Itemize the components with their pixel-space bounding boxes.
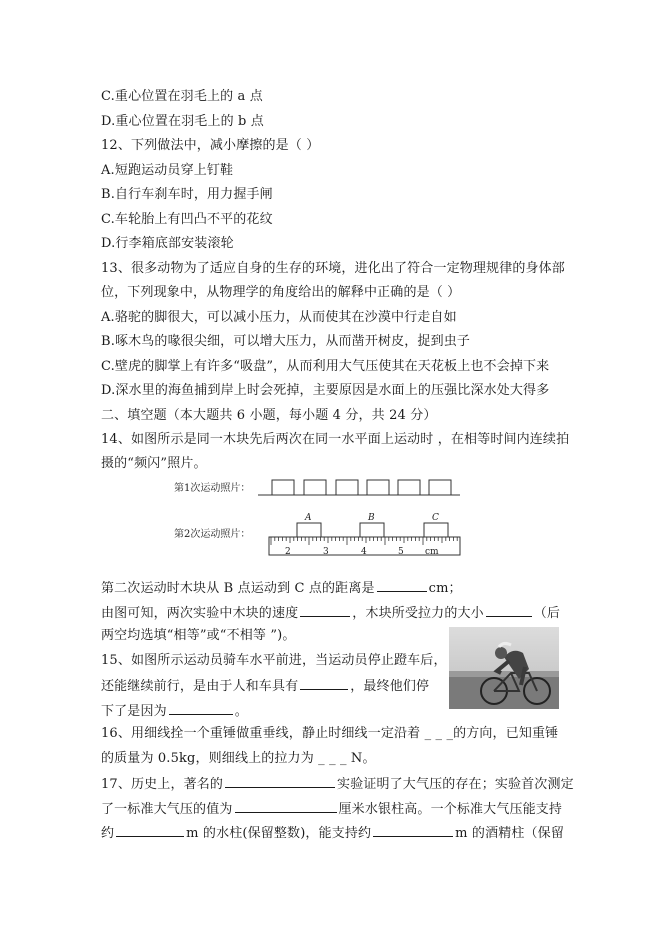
question-12-option-b: B.自行车刹车时，用力握手闸 (101, 187, 273, 202)
option-d-line: D.重心位置在羽毛上的 b 点 (101, 114, 264, 129)
row-1-blocks (272, 480, 451, 495)
question-16-stem-line-1: 16、用细线拴一个重锤做重垂线，静止时细线一定沿着 _ _ _的方向，已知重锤 (101, 726, 559, 741)
strobe-photo-figure (168, 474, 468, 564)
question-17-stem-line-3: 约 m 的水柱(保留整数)，能支持约 m 的酒精柱（保留 (101, 823, 564, 843)
answer-blank[interactable] (116, 823, 184, 837)
section-2-heading: 二、填空题（本大题共 6 小题，每小题 4 分，共 24 分） (101, 408, 437, 423)
row-1-block (367, 480, 389, 495)
answer-blank[interactable] (373, 823, 453, 837)
ruler-tick-label: 3 (323, 547, 329, 557)
row-1-block (398, 480, 420, 495)
question-13-option-b: B.啄木鸟的喙很尖细，可以增大压力，从而凿开树皮，捉到虫子 (101, 334, 471, 349)
question-13-option-c: C.壁虎的脚掌上有许多“吸盘”，从而利用大气压使其在天花板上也不会掉下来 (101, 359, 550, 374)
answer-blank[interactable] (300, 676, 348, 690)
row-1-block (304, 480, 326, 495)
question-13-stem-line-2: 位，下列现象中，从物理学的角度给出的解释中正确的是（ ） (101, 285, 461, 300)
question-13-stem-line-1: 13、很多动物为了适应自身的生存的环境，进化出了符合一定物理规律的身体部 (101, 261, 565, 276)
row-1-block (336, 480, 358, 495)
question-14-blank-line-1: 第二次运动时木块从 B 点运动到 C 点的距离是 cm； (101, 578, 462, 598)
question-13-option-a: A.骆驼的脚很大，可以减小压力，从而使其在沙漠中行走自如 (101, 310, 457, 325)
ruler-tick-label: 4 (361, 547, 367, 557)
block-b (360, 523, 384, 537)
question-12-stem: 12、下列做法中，减小摩擦的是（ ） (101, 138, 320, 153)
row-1-block (429, 480, 451, 495)
question-15-stem-line-1: 15、如图所示运动员骑车水平前进，当运动员停止蹬车后， (101, 653, 447, 668)
answer-blank[interactable] (225, 774, 335, 788)
question-12-option-d: D.行李箱底部安装滚轮 (101, 236, 234, 251)
question-17-stem-line-1: 17、历史上，著名的 实验证明了大气压的存在；实验首次测定 (101, 774, 574, 794)
question-16-stem-line-2: 的质量为 0.5kg，则细线上的拉力为 _ _ _ N。 (101, 751, 376, 766)
answer-blank[interactable] (300, 603, 350, 617)
option-c-line: C.重心位置在羽毛上的 a 点 (101, 89, 263, 104)
answer-blank[interactable] (235, 799, 337, 813)
question-14-blank-line-3: 两空均选填“相等”或“不相等 ”)。 (101, 628, 296, 643)
ruler-unit-label: cm (425, 547, 439, 557)
question-13-option-d: D.深水里的海鱼捕到岸上时会死掉，主要原因是水面上的压强比深水处大得多 (101, 383, 550, 398)
block-c (424, 523, 448, 537)
answer-blank[interactable] (377, 578, 427, 592)
question-12-option-a: A.短跑运动员穿上钉鞋 (101, 163, 234, 178)
block-a-label: A (305, 513, 312, 523)
question-14-stem-line-2: 摄的“频闪”照片。 (101, 456, 207, 471)
ruler-tick-label: 2 (285, 547, 291, 557)
block-b-label: B (368, 513, 375, 523)
cyclist-photo (449, 627, 559, 709)
cyclist-icon (449, 627, 559, 709)
question-12-option-c: C.车轮胎上有凹凸不平的花纹 (101, 212, 273, 227)
question-15-stem-line-3: 下了是因为 。 (101, 701, 248, 721)
question-14-blank-line-2: 由图可知，两次实验中木块的速度 ，木块所受拉力的大小 （后 (101, 603, 560, 623)
question-14-stem-line-1: 14、如图所示是同一木块先后两次在同一水平面上运动时 ，在相等时间内连续拍 (101, 432, 570, 447)
block-c-label: C (432, 513, 439, 523)
row-1-label: 第1次运动照片： (174, 483, 251, 494)
question-15-stem-line-2: 还能继续前行，是由于人和车具有 ，最终他们停 (101, 676, 429, 696)
row-2-label: 第2次运动照片： (174, 529, 251, 540)
question-17-stem-line-2: 了一标准大气压的值为 厘米水银柱高。一个标准大气压能支持 (101, 799, 562, 819)
answer-blank[interactable] (169, 701, 233, 715)
answer-blank[interactable] (486, 603, 532, 617)
ruler-tick-label: 5 (398, 547, 404, 557)
row-1-block (272, 480, 294, 495)
block-a (297, 523, 321, 537)
